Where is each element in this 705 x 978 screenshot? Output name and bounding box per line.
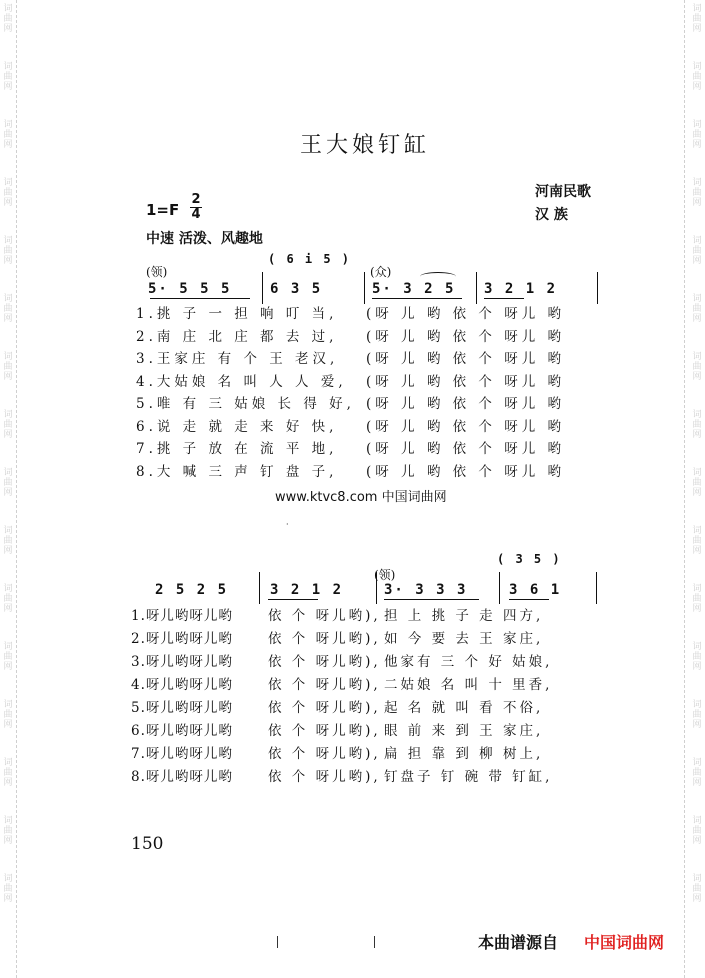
watermark-group: 词 曲 网 xyxy=(692,352,702,382)
barline xyxy=(476,272,477,304)
lyric-line-refrain: (呀 儿 哟 依 个 呀儿 哟 xyxy=(366,306,566,322)
watermark-group: 词 曲 网 xyxy=(692,410,702,440)
watermark-right xyxy=(690,0,704,904)
lyric-line: 6.呀儿哟呀儿哟 xyxy=(131,723,233,739)
watermark-group: 词 曲 网 xyxy=(3,584,13,614)
watermark-group: 词 曲 网 xyxy=(692,700,702,730)
lyric-line: 依 个 呀儿哟), xyxy=(268,677,381,693)
lyric-line: 依 个 呀儿哟), xyxy=(268,631,381,647)
site-watermark: www.ktvc8.com 中国词曲网 xyxy=(275,490,447,505)
footer-source: 本曲谱源自 xyxy=(478,933,559,952)
lyric-line: 6.说 走 就 走 来 好 快, xyxy=(136,418,338,435)
measure-1-2: 6 3 5 xyxy=(270,281,323,297)
underline xyxy=(150,298,250,299)
watermark-group: 词 曲 网 xyxy=(3,410,13,440)
lyric-line-refrain: (呀 儿 哟 依 个 呀儿 哟 xyxy=(366,328,566,345)
song-title: 王大娘钉缸 xyxy=(300,133,431,158)
lyric-line-refrain: (呀 儿 哟 依 个 呀儿 哟 xyxy=(366,463,566,480)
watermark-group: 词 曲 网 xyxy=(3,874,13,904)
lyric-line: 依 个 呀儿哟), xyxy=(268,608,381,624)
barline xyxy=(597,272,598,304)
lyric-line: 8.大 喊 三 声 钉 盘 子, xyxy=(136,463,338,480)
time-top: 2 xyxy=(191,192,201,207)
lyric-line: 8.呀儿哟呀儿哟 xyxy=(131,769,233,785)
lyric-line-refrain: (呀 儿 哟 依 个 呀儿 哟 xyxy=(366,373,566,390)
origin: 河南民歌 xyxy=(535,184,591,200)
crop-mark xyxy=(277,936,278,948)
lyric-line: 依 个 呀儿哟), xyxy=(268,746,381,762)
watermark-group: 词 曲 网 xyxy=(3,120,13,150)
watermark-group: 词 曲 网 xyxy=(692,526,702,556)
lyric-line: 如 今 要 去 王 家庄, xyxy=(384,631,544,647)
lyric-line: 担 上 挑 子 走 四方, xyxy=(384,608,544,624)
lyric-line: 3.呀儿哟呀儿哟 xyxy=(131,654,233,670)
lyric-line-refrain: (呀 儿 哟 依 个 呀儿 哟 xyxy=(366,396,566,412)
lyric-line: 4.呀儿哟呀儿哟 xyxy=(131,677,233,693)
tempo-marking: 中速 活泼、风趣地 xyxy=(146,231,263,247)
lyric-line: 2.南 庄 北 庄 都 去 过, xyxy=(136,328,338,345)
lyric-line-refrain: (呀 儿 哟 依 个 呀儿 哟 xyxy=(366,441,566,457)
key-signature: 1=F xyxy=(146,201,180,219)
ethnicity: 汉 族 xyxy=(535,207,568,223)
watermark-group: 词 曲 网 xyxy=(3,352,13,382)
barline xyxy=(364,272,365,304)
barline xyxy=(499,572,500,604)
watermark-group: 词 曲 网 xyxy=(3,526,13,556)
lyric-line: 7.挑 子 放 在 流 平 地, xyxy=(136,441,338,457)
page-border-right xyxy=(684,0,685,978)
underline xyxy=(372,298,462,299)
barline xyxy=(259,572,260,604)
watermark-group: 词 曲 网 xyxy=(692,294,702,324)
label-lead-2: (领) xyxy=(374,568,396,582)
label-chorus-1: (众) xyxy=(370,265,392,279)
watermark-group: 词 曲 网 xyxy=(692,120,702,150)
underline xyxy=(484,298,524,299)
underline xyxy=(268,599,318,600)
underline xyxy=(384,599,479,600)
measure-2-2: 3 2 1 2 xyxy=(270,582,344,598)
watermark-group: 词 曲 网 xyxy=(692,816,702,846)
lyric-line: 钉盘子 钉 碗 带 钉缸, xyxy=(384,769,553,785)
lyric-line: 起 名 就 叫 看 不俗, xyxy=(384,700,544,716)
lyric-line: 5.呀儿哟呀儿哟 xyxy=(131,700,233,716)
lyric-line-refrain: (呀 儿 哟 依 个 呀儿 哟 xyxy=(366,418,566,435)
underline xyxy=(509,599,549,600)
watermark-group: 词 曲 网 xyxy=(3,816,13,846)
lyric-line: 2.呀儿哟呀儿哟 xyxy=(131,631,233,647)
lyric-line: 1.呀儿哟呀儿哟 xyxy=(131,608,233,624)
watermark-group: 词 曲 网 xyxy=(3,468,13,498)
lyric-line: 7.呀儿哟呀儿哟 xyxy=(131,746,233,762)
lyric-line: 二姑娘 名 叫 十 里香, xyxy=(384,677,553,693)
lyric-line-refrain: (呀 儿 哟 依 个 呀儿 哟 xyxy=(366,351,566,367)
watermark-group: 词 曲 网 xyxy=(692,642,702,672)
measure-1-3: 5· 3 2 5 xyxy=(372,281,456,297)
watermark-group: 词 曲 网 xyxy=(3,178,13,208)
watermark-group: 词 曲 网 xyxy=(692,236,702,266)
watermark-group: 词 曲 网 xyxy=(3,642,13,672)
measure-1-4: 3 2 1 2 xyxy=(484,281,558,297)
watermark-group: 词 曲 网 xyxy=(3,758,13,788)
dot: · xyxy=(286,520,289,529)
measure-2-3: 3· 3 3 3 xyxy=(384,582,468,598)
watermark-group: 词 曲 网 xyxy=(3,236,13,266)
lyric-line: 5.唯 有 三 姑娘 长 得 好, xyxy=(136,396,355,412)
time-bottom: 4 xyxy=(191,207,201,222)
measure-2-4: 3 6 1 xyxy=(509,582,562,598)
crop-mark xyxy=(374,936,375,948)
ornament-1: ( 6 i 5 ) xyxy=(268,252,352,266)
watermark-group: 词 曲 网 xyxy=(692,4,702,34)
watermark-group: 词 曲 网 xyxy=(3,700,13,730)
time-signature xyxy=(190,193,202,222)
watermark-group: 词 曲 网 xyxy=(692,758,702,788)
watermark-group: 词 曲 网 xyxy=(692,584,702,614)
watermark-group: 词 曲 网 xyxy=(692,62,702,92)
ornament-2: ( 3 5 ) xyxy=(497,552,562,566)
barline xyxy=(262,272,263,304)
watermark-group: 词 曲 网 xyxy=(3,294,13,324)
lyric-line: 他家有 三 个 好 姑娘, xyxy=(384,654,553,670)
slur-1 xyxy=(420,272,456,281)
lyric-line: 1.挑 子 一 担 响 叮 当, xyxy=(136,306,338,322)
watermark-group: 词 曲 网 xyxy=(692,874,702,904)
lyric-line: 依 个 呀儿哟), xyxy=(268,769,381,785)
lyric-line: 扁 担 靠 到 柳 树上, xyxy=(384,746,544,762)
lyric-line: 依 个 呀儿哟), xyxy=(268,723,381,739)
lyric-line: 依 个 呀儿哟), xyxy=(268,654,381,670)
page-number: 150 xyxy=(131,834,164,854)
watermark-group: 词 曲 网 xyxy=(3,4,13,34)
lyric-line: 3.王家庄 有 个 王 老汉, xyxy=(136,351,339,367)
lyric-line: 眼 前 来 到 王 家庄, xyxy=(384,723,544,739)
footer-site: 中国词曲网 xyxy=(584,933,665,952)
page-border-left xyxy=(16,0,17,978)
barline xyxy=(596,572,597,604)
label-lead-1: (领) xyxy=(146,265,168,279)
lyric-line: 依 个 呀儿哟), xyxy=(268,700,381,716)
measure-1-1: 5· 5 5 5 xyxy=(148,281,232,297)
measure-2-1: 2 5 2 5 xyxy=(155,582,229,598)
watermark-group: 词 曲 网 xyxy=(692,178,702,208)
barline xyxy=(376,572,377,604)
lyric-line: 4.大姑娘 名 叫 人 人 爱, xyxy=(136,373,347,390)
watermark-group: 词 曲 网 xyxy=(3,62,13,92)
watermark-left xyxy=(1,0,15,904)
watermark-group: 词 曲 网 xyxy=(692,468,702,498)
